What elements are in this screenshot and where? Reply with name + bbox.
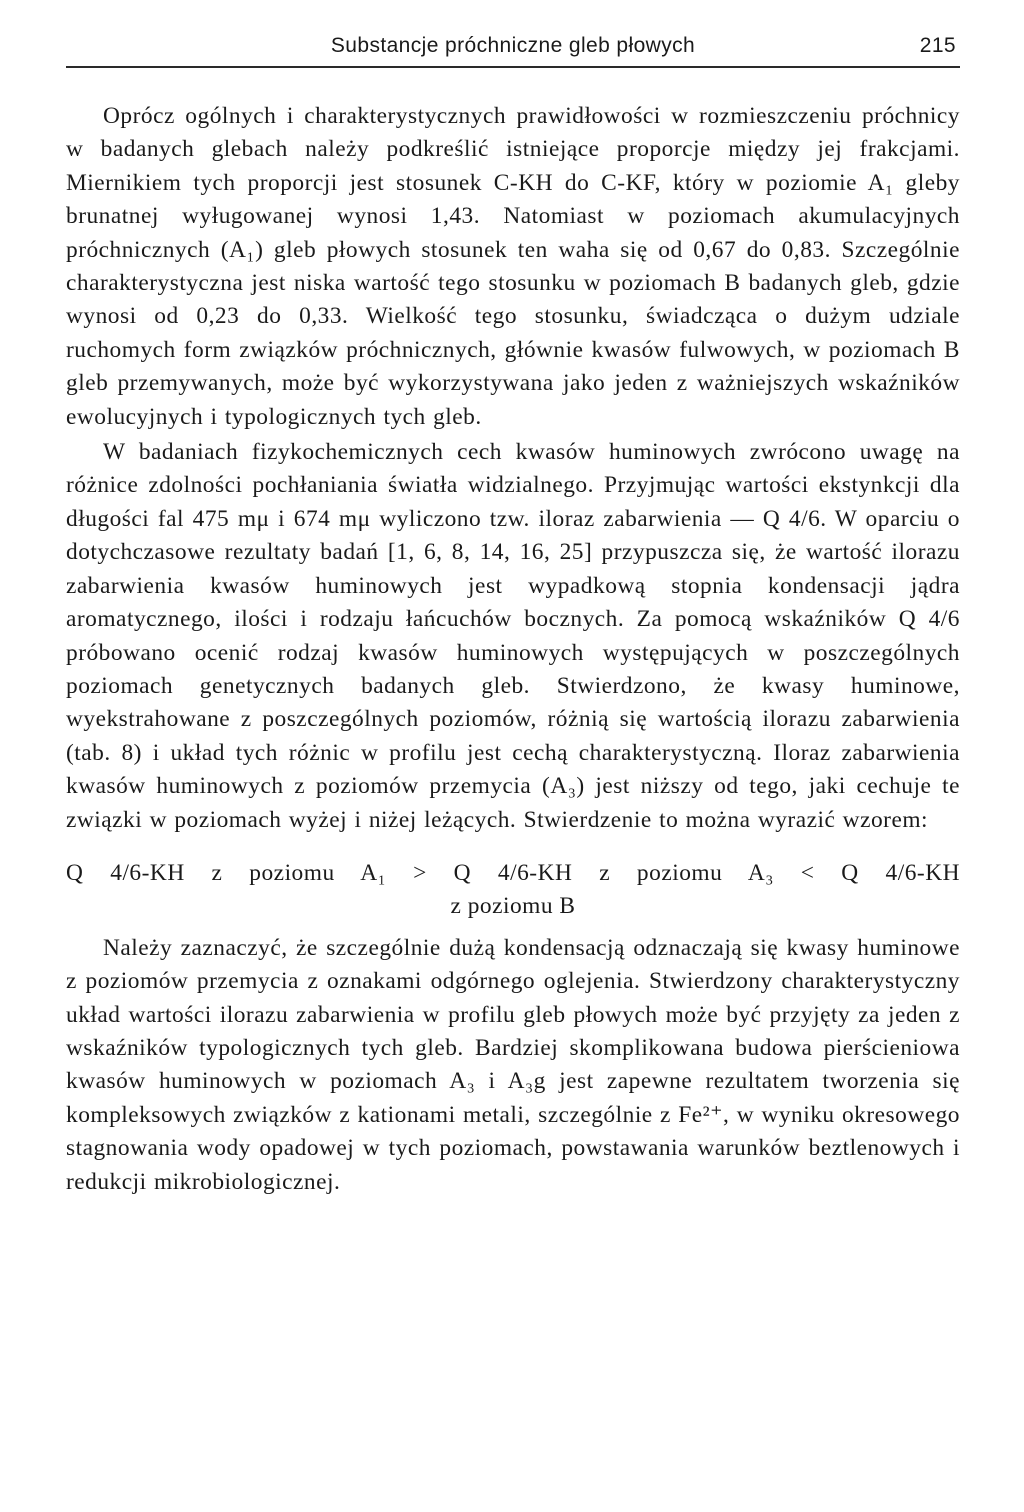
header-rule [66,66,960,68]
running-title: Substancje próchniczne gleb płowych [330,34,696,57]
running-header [66,30,960,62]
document-page [66,30,960,1199]
formula-line-1: Q 4/6-KH z poziomu A₁ > Q 4/6-KH z poziomu A₃ < Q 4/6-KH [66,859,960,886]
formula [66,857,960,924]
page-number: 215 [919,34,956,57]
body-paragraph-2: W badaniach fizykochemicznych cech kwasów huminowych zwrócono uwagę na różnice zdolności pochłaniania światła widzialnego. Przyjmując wartości ekstynkcji dla długości fal 475 mμ i 674 mμ wyliczono tzw. iloraz zabarwienia — Q 4/6. W oparciu o dotychczasowe rezultaty badań [1, 6, 8, 14, 16, 25] przypuszcza się, że wartość ilorazu zabarwienia kwasów huminowych jest wypadkową stopnia kondensacji jądra aromatycznego, ilości i rodzaju łańcuchów bocznych. Za pomocą wskaźników Q 4/6 próbowano ocenić rodzaj kwasów huminowych występujących w poszczególnych poziomach genetycznych badanych gleb. Stwierdzono, że kwasy huminowe, wyekstrahowane z poszczególnych poziomów, różnią się wartością ilorazu zabarwienia (tab. 8) i układ tych różnic w profilu jest cechą charakterystyczną. Iloraz zabarwienia kwasów huminowych z poziomów przemycia (A₃) jest niższy od tego, jaki cechuje te związki w poziomach wyżej i niżej leżących. Stwierdzenie to można wyrazić wzorem: [66,439,960,833]
body-paragraph-3: Należy zaznaczyć, że szczególnie dużą kondensacją odznaczają się kwasy huminowe z poziomów przemycia z oznakami odgórnego oglejenia. Stwierdzony charakterystyczny układ wartości ilorazu zabarwienia w profilu gleb płowych może być przyjęty za jeden z wskaźników typologicznych tych gleb. Bardziej skomplikowana budowa pierścieniowa kwasów huminowych w poziomach A₃ i A₃g jest zapewne rezultatem tworzenia się kompleksowych związków z kationami metali, szczególnie z Fe²⁺, w wyniku okresowego stagnowania wody opadowej w tych poziomach, powstawania warunków beztlenowych i redukcji mikrobiologicznej. [66,934,960,1195]
formula-line-2: z poziomu B [450,893,576,920]
body-paragraph-1: Oprócz ogólnych i charakterystycznych prawidłowości w rozmieszczeniu próchnicy w badanych glebach należy podkreślić istniejące proporcje między jej frakcjami. Miernikiem tych proporcji jest stosunek C-KH do C-KF, który w poziomie A₁ gleby brunatnej wyługowanej wynosi 1,43. Natomiast w poziomach akumulacyjnych próchnicznych (A₁) gleb płowych stosunek ten waha się od 0,67 do 0,83. Szczególnie charakterystyczna jest niska wartość tego stosunku w poziomach B badanych gleb, gdzie wynosi od 0,23 do 0,33. Wielkość tego stosunku, świadcząca o dużym udziale ruchomych form związków próchnicznych, głównie kwasów fulwowych, w poziomach B gleb przemywanych, może być wykorzystywana jako jeden z ważniejszych wskaźników ewolucyjnych i typologicznych tych gleb. [66,103,960,430]
